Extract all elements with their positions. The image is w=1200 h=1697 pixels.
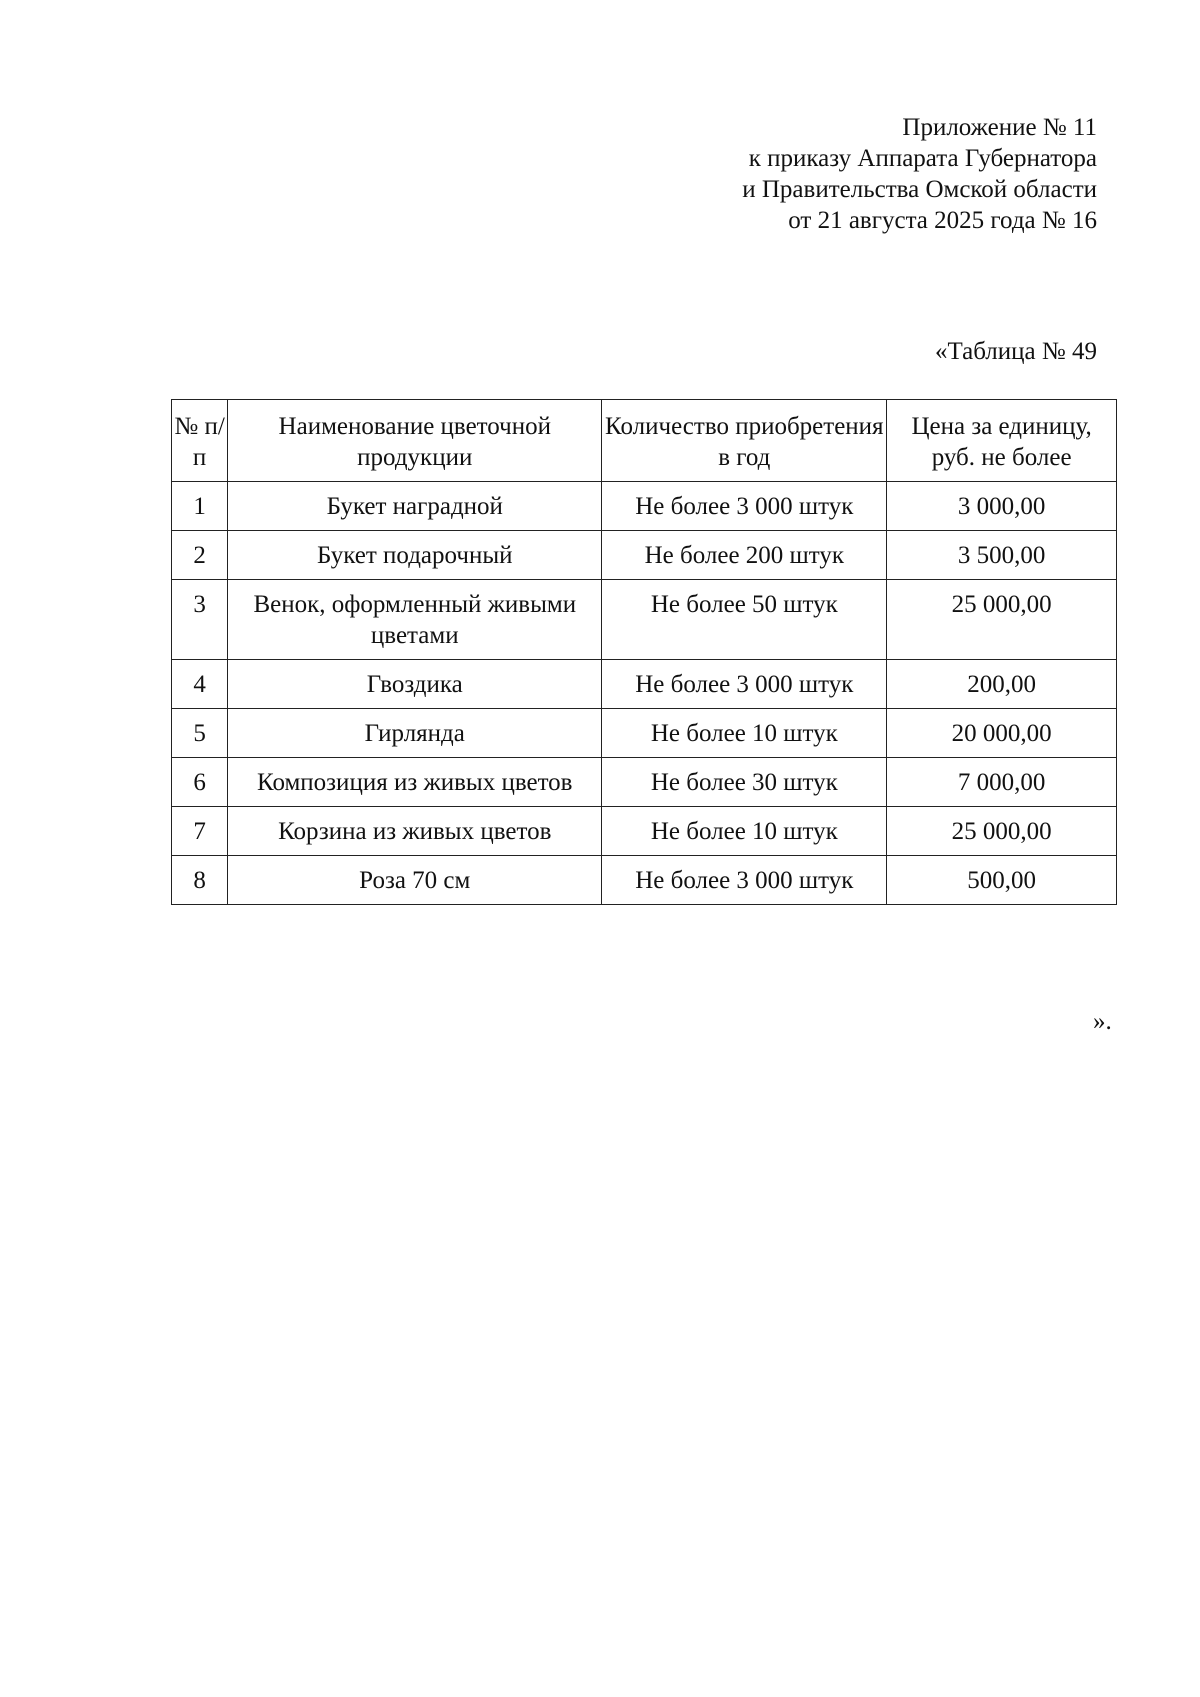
order-authority: и Правительства Омской области — [742, 176, 1097, 203]
table-row — [172, 807, 1117, 856]
table-caption: «Таблица № 49 — [934, 338, 1097, 365]
table-row — [172, 580, 1117, 660]
unit-price: 20 000,00 — [887, 709, 1117, 758]
row-number: 6 — [172, 758, 228, 807]
table-row — [172, 856, 1117, 905]
column-header-quantity: Количество приобретения в год — [602, 400, 887, 482]
row-number: 2 — [172, 531, 228, 580]
appendix-header — [742, 112, 1097, 236]
unit-price: 500,00 — [887, 856, 1117, 905]
row-number: 1 — [172, 482, 228, 531]
unit-price: 25 000,00 — [887, 807, 1117, 856]
unit-price: 3 500,00 — [887, 531, 1117, 580]
table-row — [172, 709, 1117, 758]
row-number: 7 — [172, 807, 228, 856]
row-number: 8 — [172, 856, 228, 905]
column-header-number: № п/п — [172, 400, 228, 482]
row-number: 3 — [172, 580, 228, 660]
closing-quote-mark: ». — [1093, 1008, 1112, 1035]
purchase-quantity: Не более 3 000 штук — [602, 660, 887, 709]
appendix-title: Приложение № 11 — [902, 114, 1097, 141]
purchase-quantity: Не более 50 штук — [602, 580, 887, 660]
product-name: Венок, оформленный живыми цветами — [228, 580, 602, 660]
table-row — [172, 531, 1117, 580]
unit-price: 3 000,00 — [887, 482, 1117, 531]
purchase-quantity: Не более 10 штук — [602, 709, 887, 758]
column-header-unit-price: Цена за единицу, руб. не более — [887, 400, 1117, 482]
flower-products-table — [171, 399, 1117, 905]
table-row — [172, 758, 1117, 807]
purchase-quantity: Не более 3 000 штук — [602, 482, 887, 531]
column-header-product-name: Наименование цветочной продукции — [228, 400, 602, 482]
flower-products-table-wrapper — [171, 399, 1117, 905]
row-number: 5 — [172, 709, 228, 758]
unit-price: 7 000,00 — [887, 758, 1117, 807]
purchase-quantity: Не более 3 000 штук — [602, 856, 887, 905]
order-reference: к приказу Аппарата Губернатора — [748, 145, 1097, 172]
product-name: Композиция из живых цветов — [228, 758, 602, 807]
purchase-quantity: Не более 200 штук — [602, 531, 887, 580]
product-name: Гирлянда — [228, 709, 602, 758]
order-date: от 21 августа 2025 года № 16 — [788, 207, 1097, 234]
product-name: Букет наградной — [228, 482, 602, 531]
product-name: Гвоздика — [228, 660, 602, 709]
table-header-row — [172, 400, 1117, 482]
product-name: Букет подарочный — [228, 531, 602, 580]
unit-price: 200,00 — [887, 660, 1117, 709]
unit-price: 25 000,00 — [887, 580, 1117, 660]
purchase-quantity: Не более 10 штук — [602, 807, 887, 856]
table-row — [172, 660, 1117, 709]
row-number: 4 — [172, 660, 228, 709]
table-row — [172, 482, 1117, 531]
purchase-quantity: Не более 30 штук — [602, 758, 887, 807]
product-name: Корзина из живых цветов — [228, 807, 602, 856]
product-name: Роза 70 см — [228, 856, 602, 905]
